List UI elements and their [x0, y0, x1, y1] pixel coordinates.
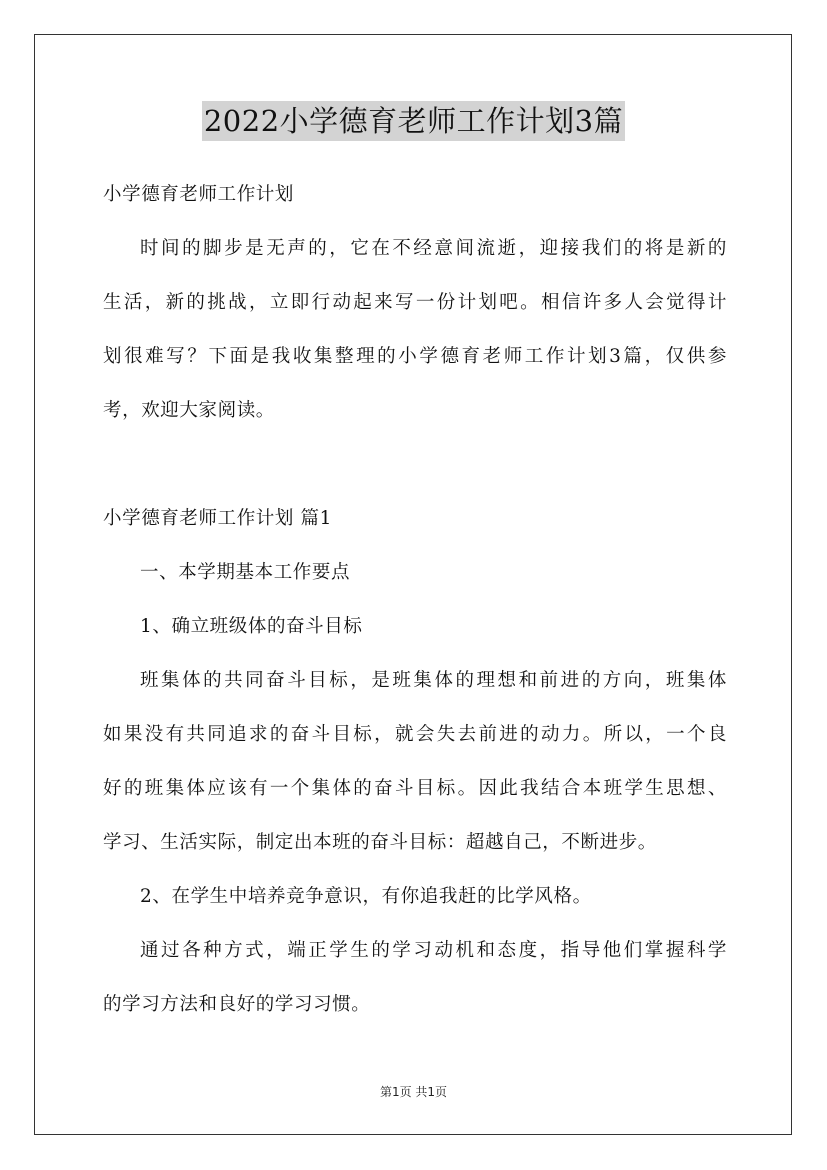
- subsection-heading: 2、在学生中培养竞争意识，有你追我赶的比学风格。: [140, 886, 592, 907]
- subsection-heading: 1、确立班级体的奋斗目标: [140, 616, 363, 637]
- title-container: [0, 101, 827, 141]
- document-body: [103, 168, 727, 1032]
- blank-line: [103, 438, 727, 492]
- paragraph-line: 生活，新的挑战，立即行动起来写一份计划吧。相信许多人会觉得计: [103, 292, 727, 313]
- section-heading: 小学德育老师工作计划: [103, 184, 295, 205]
- paragraph-line: 好的班集体应该有一个集体的奋斗目标。因此我结合本班学生思想、: [103, 778, 727, 799]
- paragraph-line: 考，欢迎大家阅读。: [103, 400, 275, 421]
- subsection-heading: 一、本学期基本工作要点: [140, 562, 351, 583]
- paragraph-line: 如果没有共同追求的奋斗目标，就会失去前进的动力。所以，一个良: [103, 724, 727, 745]
- paragraph-line: 班集体的共同奋斗目标，是班集体的理想和前进的方向，班集体: [140, 670, 727, 691]
- paragraph-line: 时间的脚步是无声的，它在不经意间流逝，迎接我们的将是新的: [140, 238, 727, 259]
- page-footer: 第1页 共1页: [379, 1085, 448, 1099]
- document-title: 2022小学德育老师工作计划3篇: [202, 101, 625, 141]
- paragraph-line: 通过各种方式，端正学生的学习动机和态度，指导他们掌握科学: [140, 940, 727, 961]
- paragraph-line: 的学习方法和良好的学习习惯。: [103, 994, 371, 1015]
- paragraph-line: 学习、生活实际，制定出本班的奋斗目标：超越自己，不断进步。: [103, 832, 657, 853]
- section-heading: 小学德育老师工作计划 篇1: [103, 508, 332, 529]
- paragraph-line: 划很难写？下面是我收集整理的小学德育老师工作计划3篇，仅供参: [103, 346, 727, 367]
